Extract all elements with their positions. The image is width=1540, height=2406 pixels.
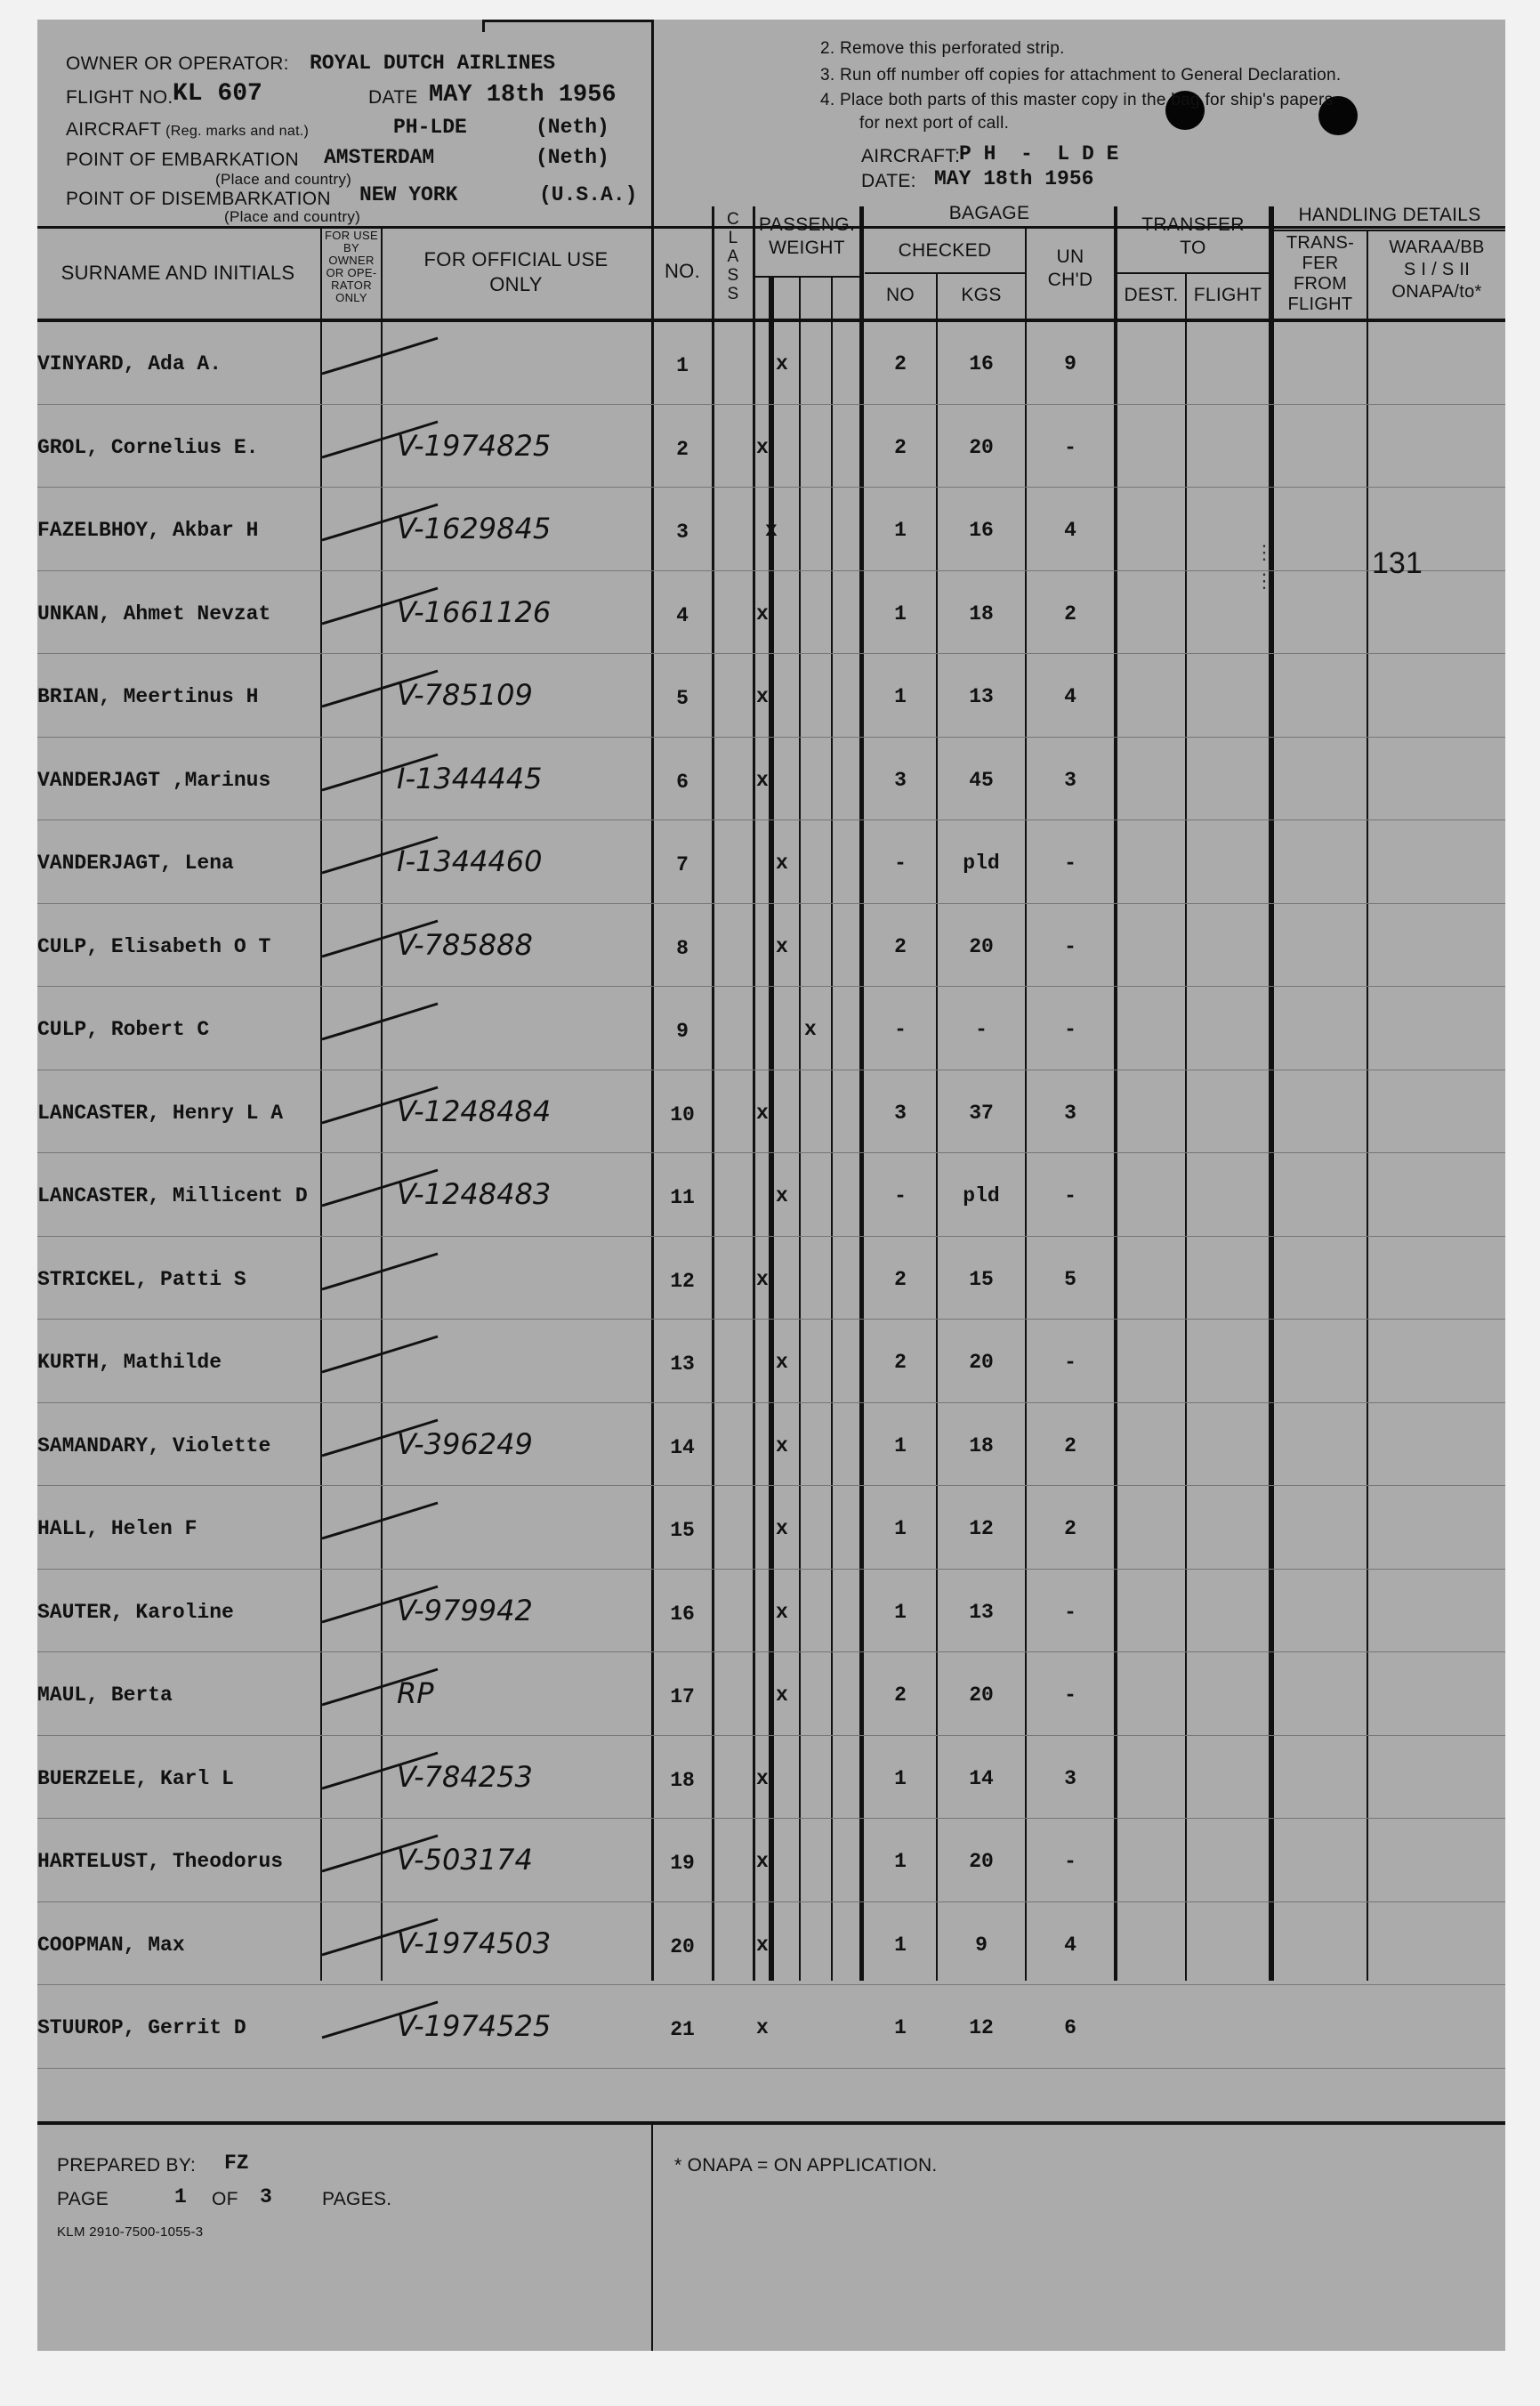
bag-count: -	[894, 1018, 907, 1041]
passenger-name: CULP, Robert C	[37, 1018, 210, 1041]
bag-kgs: 15	[969, 1267, 994, 1291]
place-country-label: (Place and country)	[215, 171, 352, 188]
check-tick-icon	[304, 997, 447, 1059]
passenger-name: VANDERJAGT, Lena	[37, 852, 234, 875]
side-note: 131	[1372, 546, 1423, 580]
bag-count: 2	[894, 435, 907, 459]
official-number: V-396249	[397, 1426, 533, 1461]
official-number: V-1974825	[397, 428, 552, 463]
manifest-sheet: OWNER OR OPERATOR: ROYAL DUTCH AIRLINES FLIGHT NO. KL 607 DATE MAY 18th 1956 AIRCRAFT (Reg. marks and nat.) PH-LDE (Neth) POINT OF EMBARKATION AMSTERDAM (Neth) (Place and country) POINT OF DISEMBARKATION NEW YORK (U.S.A.) (Place and country) 2. Remove this perforated strip. 3. Run off number off copies for attachment to General Declaration. 4. Place both parts of this master copy in the bag for ship's papers for next port of call. AIRCRAFT: P H - L D E DATE: MAY 18th 1956 SURNAME AND INITIALS FOR USE BY OWNER OR OPE- RATOR ONLY FOR OFFICIAL USE ONLY NO. C L A S S PASSENG. WEIGHT BAGAGE CHECKED NO KGS UN CH'D TRANSFER TO DEST. FLIGHT HANDLING DETAILS TRANS- FER FROM FLIGHT WARAA/BB S I / S II ONAPA/to* VINYARD, Ada A. 1 x 2 16 9 GROL, Cornelius E. V-1974825 2 x 2 20 - FAZELBHOY, Akbar H V-1629845 3 x 1 16 4 UNKAN, Ahmet Nevzat V-1661126 4 x 1 18 2 BRIAN, Meertinus H V-785109 5 x 1 13 4 VANDERJAGT ,Marinus I-1344445 6 x 3 45 3 VANDERJAGT, Lena I-1344460 7 x - pld - CULP, Elisabeth O T V-785888 8 x 2 20 - CULP, Robert C 9 x - - - LANCASTER, Henry L A V-1248484 10 x 3 37 3 LANCASTER, Millicent D V-1248483 11 x - pld - STRICKEL, Patti S 12 x 2 15 5 KURTH, Mathilde 13 x 2 20 - SAMANDARY, Violette V-396249 14 x 1 18 2 HALL, Helen F 15 x 1 12 2 SAUTER, Karoline V-979942 16 x 1 13 - MAUL, Berta RP 17 x 2 20 - BUERZELE, Karl L V-784253 18 x 1 14 3 HARTELUST, Theodorus V-503174 19 x 1 20 - COOPMAN, Max V-1974503 20 x 1 9 4 STUUROP, Gerrit D V-1974525 21 x 1 12 6 131 ⋮ ⋮ PREPARED BY: FZ PAGE 1 OF 3 PAGES. KLM 2910-7500-1055-3 * ONAPA = ON APPLICATION.	[37, 20, 1505, 2351]
unchecked-count: 4	[1064, 1933, 1076, 1957]
bag-kgs: 16	[969, 352, 994, 375]
strip-date-label: DATE:	[861, 171, 916, 191]
bag-count: 3	[894, 768, 907, 792]
passenger-number: 2	[676, 437, 689, 461]
strip-aircraft-label: AIRCRAFT:	[861, 146, 961, 166]
row-divider	[37, 487, 1505, 488]
weight-mark: x	[756, 1267, 769, 1291]
unchecked-count: 3	[1064, 768, 1076, 792]
col-kgs: KGS	[961, 285, 1002, 305]
row-divider	[37, 903, 1505, 904]
col-official-use	[383, 247, 649, 297]
bag-kgs: 20	[969, 435, 994, 459]
bag-count: 1	[894, 602, 907, 626]
col-checked: CHECKED	[898, 240, 992, 261]
unchecked-count: 6	[1064, 2016, 1076, 2039]
bag-kgs: 12	[969, 2016, 994, 2039]
bag-kgs: 37	[969, 1101, 994, 1125]
unchecked-count: 5	[1064, 1267, 1076, 1291]
col-class	[714, 210, 753, 303]
passenger-name: VANDERJAGT ,Marinus	[37, 768, 271, 792]
passenger-name: STUUROP, Gerrit D	[37, 2016, 246, 2039]
row-divider	[37, 1818, 1505, 1819]
class-header-line: C	[726, 210, 740, 229]
row-divider	[37, 1651, 1505, 1652]
owner-use-header-line: OWNER	[328, 254, 375, 267]
waraa-header-line: ONAPA/to*	[1391, 282, 1482, 302]
weight-mark: x	[776, 1517, 788, 1540]
bag-kgs: pld	[963, 852, 1000, 875]
check-tick-icon	[304, 581, 447, 643]
bag-count: 3	[894, 1101, 907, 1125]
check-tick-icon	[304, 830, 447, 892]
weight-mark: x	[756, 768, 769, 792]
owner-use-header-line: FOR USE	[325, 229, 378, 242]
transfer-from-header-line: FROM	[1293, 274, 1348, 294]
row-divider	[37, 737, 1505, 738]
row-divider	[37, 570, 1505, 571]
official-use-header-line: FOR OFFICIAL USE	[423, 248, 609, 270]
bag-count: 1	[894, 1850, 907, 1873]
check-tick-icon	[304, 1080, 447, 1142]
owner-label: OWNER OR OPERATOR:	[66, 53, 289, 74]
passenger-number: 9	[676, 1020, 689, 1043]
passenger-number: 8	[676, 936, 689, 960]
passenger-name: KURTH, Mathilde	[37, 1351, 222, 1374]
embarkation-label: POINT OF EMBARKATION	[66, 149, 299, 170]
bag-kgs: -	[975, 1018, 988, 1041]
passenger-number: 18	[670, 1768, 695, 1792]
class-header-line: S	[727, 285, 739, 303]
check-tick-icon	[304, 497, 447, 560]
strip-aircraft-value: P H - L D E	[959, 142, 1119, 166]
flight-value: KL 607	[173, 80, 262, 108]
passenger-name: SAUTER, Karoline	[37, 1600, 234, 1624]
weight-mark: x	[756, 685, 769, 708]
bag-count: -	[894, 1184, 907, 1207]
official-number: V-785888	[397, 927, 533, 962]
unchecked-count: -	[1064, 934, 1076, 958]
weight-mark: x	[756, 2016, 769, 2039]
bag-count: 1	[894, 1766, 907, 1790]
transfer-header-line: TO	[1180, 238, 1206, 258]
aircraft-nat: (Neth)	[536, 116, 609, 139]
unchecked-count: -	[1064, 1683, 1076, 1707]
official-number: RP	[397, 1676, 434, 1710]
official-use-header-line: ONLY	[489, 273, 543, 295]
passenger-name: HARTELUST, Theodorus	[37, 1850, 284, 1873]
bag-count: 2	[894, 1351, 907, 1374]
check-tick-icon	[304, 914, 447, 976]
check-tick-icon	[304, 1829, 447, 1891]
embarkation-nat: (Neth)	[536, 146, 609, 169]
passenger-number: 13	[670, 1352, 695, 1376]
row-divider	[37, 819, 1505, 820]
official-number: V-979942	[397, 1593, 533, 1627]
check-tick-icon	[304, 415, 447, 477]
official-number: V-1629845	[397, 512, 552, 545]
embarkation-value: AMSTERDAM	[324, 146, 435, 169]
date-label: DATE	[368, 87, 418, 108]
strip-date-value: MAY 18th 1956	[934, 167, 1094, 190]
check-tick-icon	[304, 1329, 447, 1392]
unchecked-count: 2	[1064, 1517, 1076, 1540]
bag-count: 1	[894, 1517, 907, 1540]
passenger-number: 1	[676, 354, 689, 377]
check-tick-icon	[304, 1247, 447, 1309]
passenger-number: 21	[670, 2018, 695, 2041]
bag-kgs: 13	[969, 685, 994, 708]
passenger-number: 7	[676, 853, 689, 876]
passenger-number: 20	[670, 1934, 695, 1958]
bag-count: 1	[894, 2016, 907, 2039]
weight-mark: x	[776, 852, 788, 875]
check-tick-icon	[304, 1995, 447, 2057]
bag-kgs: 20	[969, 1351, 994, 1374]
passenger-number: 11	[670, 1186, 695, 1209]
bag-kgs: 18	[969, 1433, 994, 1457]
unchecked-count: 4	[1064, 519, 1076, 542]
row-divider	[37, 1984, 1505, 1985]
passenger-name: HALL, Helen F	[37, 1517, 198, 1540]
passenger-name: BUERZELE, Karl L	[37, 1766, 234, 1790]
passenger-name: BRIAN, Meertinus H	[37, 685, 259, 708]
bag-count: 2	[894, 1683, 907, 1707]
passenger-number: 16	[670, 1602, 695, 1626]
passenger-number: 10	[670, 1102, 695, 1126]
check-tick-icon	[304, 331, 447, 393]
official-number: I-1344460	[397, 844, 543, 878]
weight-mark: x	[756, 1766, 769, 1790]
official-number: I-1344445	[397, 761, 543, 795]
bag-count: 2	[894, 934, 907, 958]
passenger-name: FAZELBHOY, Akbar H	[37, 519, 259, 542]
passenger-name: COOPMAN, Max	[37, 1933, 185, 1957]
bag-kgs: 9	[975, 1933, 988, 1957]
check-tick-icon	[304, 664, 447, 726]
passenger-number: 12	[670, 1269, 695, 1293]
bag-count: 1	[894, 519, 907, 542]
bag-count: 2	[894, 1267, 907, 1291]
check-tick-icon	[304, 1163, 447, 1225]
onapa-note: * ONAPA = ON APPLICATION.	[674, 2155, 938, 2176]
passenger-number: 5	[676, 687, 689, 710]
passenger-name: LANCASTER, Millicent D	[37, 1184, 308, 1207]
unchecked-count: -	[1064, 1600, 1076, 1624]
class-header-line: S	[727, 266, 739, 285]
unchecked-count: -	[1064, 852, 1076, 875]
bag-count: 1	[894, 685, 907, 708]
passenger-name: CULP, Elisabeth O T	[37, 934, 271, 958]
prepared-value: FZ	[224, 2152, 249, 2175]
official-number: V-1661126	[397, 594, 552, 629]
form-code: KLM 2910-7500-1055-3	[57, 2224, 204, 2240]
weight-mark: x	[776, 1683, 788, 1707]
bag-kgs: 20	[969, 1850, 994, 1873]
bag-count: 2	[894, 352, 907, 375]
aircraft-label: AIRCRAFT	[66, 119, 162, 140]
class-header-line: A	[727, 247, 739, 266]
check-tick-icon	[304, 747, 447, 810]
bag-count: 1	[894, 1433, 907, 1457]
bag-kgs: 12	[969, 1517, 994, 1540]
row-divider	[37, 986, 1505, 987]
row-divider	[37, 1319, 1505, 1320]
row-divider	[37, 2068, 1505, 2069]
row-divider	[37, 653, 1505, 654]
weight-header-line: PASSENG.	[758, 214, 856, 235]
unchecked-header-line: UN	[1056, 246, 1084, 267]
weight-mark: x	[756, 435, 769, 459]
owner-use-header-line: OR OPE-	[326, 266, 377, 279]
row-divider	[37, 1735, 1505, 1736]
disembarkation-value: NEW YORK	[359, 183, 458, 206]
official-number: V-784253	[397, 1759, 533, 1794]
prepared-label: PREPARED BY:	[57, 2155, 197, 2176]
weight-header-line: WEIGHT	[769, 238, 845, 258]
waraa-header-line: S I / S II	[1403, 260, 1471, 279]
weight-mark: x	[756, 1850, 769, 1873]
col-no: NO.	[664, 260, 700, 282]
row-divider	[37, 404, 1505, 405]
transfer-header-line: TRANSFER	[1141, 214, 1245, 235]
transfer-from-header-line: TRANS-	[1286, 233, 1355, 253]
check-tick-icon	[304, 1413, 447, 1475]
row-divider	[37, 1402, 1505, 1403]
col-bagage: BAGAGE	[948, 203, 1030, 223]
bag-kgs: 18	[969, 602, 994, 626]
weight-mark: x	[776, 1600, 788, 1624]
unchecked-count: 9	[1064, 352, 1076, 375]
row-divider	[37, 1236, 1505, 1237]
date-value: MAY 18th 1956	[429, 82, 617, 109]
weight-mark: x	[776, 934, 788, 958]
official-number: V-1248483	[397, 1177, 552, 1211]
unchecked-count: -	[1064, 1018, 1076, 1041]
row-divider	[37, 1901, 1505, 1902]
bag-kgs: 14	[969, 1766, 994, 1790]
check-tick-icon	[304, 1496, 447, 1558]
bag-count: 1	[894, 1600, 907, 1624]
flight-label: FLIGHT NO.	[66, 87, 173, 108]
disembarkation-nat: (U.S.A.)	[539, 183, 638, 206]
bag-kgs: 20	[969, 934, 994, 958]
place-country-label: (Place and country)	[224, 208, 361, 225]
passenger-name: VINYARD, Ada A.	[37, 352, 222, 375]
bag-kgs: 45	[969, 768, 994, 792]
passenger-number: 6	[676, 770, 689, 794]
instruction-4: 4. Place both parts of this master copy in the bag for ship's papers	[820, 91, 1334, 109]
weight-mark: x	[776, 352, 788, 375]
unchecked-count: 4	[1064, 685, 1076, 708]
col-waraa	[1368, 237, 1505, 303]
col-handling: HANDLING DETAILS	[1298, 205, 1481, 225]
bag-kgs: 16	[969, 519, 994, 542]
waraa-header-line: WARAA/BB	[1389, 238, 1485, 257]
bag-count: -	[894, 852, 907, 875]
transfer-from-header-line: FLIGHT	[1287, 295, 1353, 314]
col-flight: FLIGHT	[1193, 285, 1262, 305]
official-number: V-1974503	[397, 1926, 552, 1960]
unchecked-count: -	[1064, 435, 1076, 459]
owner-use-header-line: BY	[343, 241, 359, 254]
row-divider	[37, 1485, 1505, 1486]
check-tick-icon	[304, 1746, 447, 1808]
passenger-name: SAMANDARY, Violette	[37, 1433, 271, 1457]
passenger-number: 19	[670, 1852, 695, 1875]
weight-mark: x	[756, 1933, 769, 1957]
unchecked-header-line: CH'D	[1047, 270, 1093, 290]
owner-use-header-line: ONLY	[335, 291, 367, 304]
weight-mark: x	[776, 1351, 788, 1374]
passenger-name: UNKAN, Ahmet Nevzat	[37, 602, 271, 626]
passenger-number: 3	[676, 521, 689, 544]
owner-value: ROYAL DUTCH AIRLINES	[310, 52, 556, 75]
weight-mark: x	[776, 1184, 788, 1207]
disembarkation-label: POINT OF DISEMBARKATION	[66, 189, 331, 209]
unchecked-count: -	[1064, 1184, 1076, 1207]
pages-label: PAGES.	[322, 2189, 392, 2209]
unchecked-count: 3	[1064, 1766, 1076, 1790]
transfer-from-header-line: FER	[1302, 254, 1339, 273]
passenger-number: 4	[676, 603, 689, 627]
row-divider	[37, 1569, 1505, 1570]
col-dest: DEST.	[1124, 285, 1179, 305]
official-number: V-1974525	[397, 2009, 552, 2043]
passenger-name: STRICKEL, Patti S	[37, 1267, 246, 1291]
class-header-line: L	[728, 229, 738, 247]
bag-count: 1	[894, 1933, 907, 1957]
unchecked-count: 2	[1064, 1433, 1076, 1457]
weight-mark: x	[804, 1018, 817, 1041]
unchecked-count: 2	[1064, 602, 1076, 626]
unchecked-count: -	[1064, 1850, 1076, 1873]
passenger-name: LANCASTER, Henry L A	[37, 1101, 284, 1125]
col-owner-use	[322, 230, 381, 304]
aircraft-value: PH-LDE	[393, 116, 467, 139]
passenger-name: GROL, Cornelius E.	[37, 435, 259, 459]
instruction-3: 3. Run off number off copies for attachment to General Declaration.	[820, 66, 1342, 85]
weight-mark: x	[756, 602, 769, 626]
col-surname: SURNAME AND INITIALS	[60, 262, 295, 284]
unchecked-count: 3	[1064, 1101, 1076, 1125]
passenger-number: 17	[670, 1685, 695, 1708]
official-number: V-503174	[397, 1843, 533, 1877]
row-divider	[37, 1152, 1505, 1153]
page-label: PAGE	[57, 2189, 109, 2209]
owner-use-header-line: RATOR	[331, 279, 372, 292]
aircraft-sub: (Reg. marks and nat.)	[165, 124, 310, 139]
check-tick-icon	[304, 1662, 447, 1724]
of-label: OF	[212, 2189, 238, 2209]
bag-kgs: 20	[969, 1683, 994, 1707]
col-bag-no: NO	[885, 285, 915, 305]
col-transfer-to	[1117, 214, 1269, 260]
official-number: V-785109	[397, 678, 533, 712]
instruction-2: 2. Remove this perforated strip.	[820, 39, 1065, 58]
col-transfer-from	[1274, 233, 1367, 315]
bag-kgs: 13	[969, 1600, 994, 1624]
bag-kgs: pld	[963, 1184, 1000, 1207]
of-value: 3	[260, 2185, 272, 2208]
passenger-number: 14	[670, 1435, 695, 1459]
weight-mark: x	[776, 1433, 788, 1457]
col-passenger-weight	[754, 214, 859, 260]
check-tick-icon	[304, 1912, 447, 1974]
check-tick-icon	[304, 1579, 447, 1642]
official-number: V-1248484	[397, 1094, 552, 1128]
weight-mark: x	[765, 519, 778, 542]
passenger-number: 15	[670, 1519, 695, 1542]
instruction-4b: for next port of call.	[859, 114, 1010, 133]
unchecked-count: -	[1064, 1351, 1076, 1374]
weight-mark: x	[756, 1101, 769, 1125]
col-unchecked	[1027, 246, 1114, 292]
passenger-name: MAUL, Berta	[37, 1683, 173, 1707]
page-value: 1	[174, 2185, 187, 2208]
